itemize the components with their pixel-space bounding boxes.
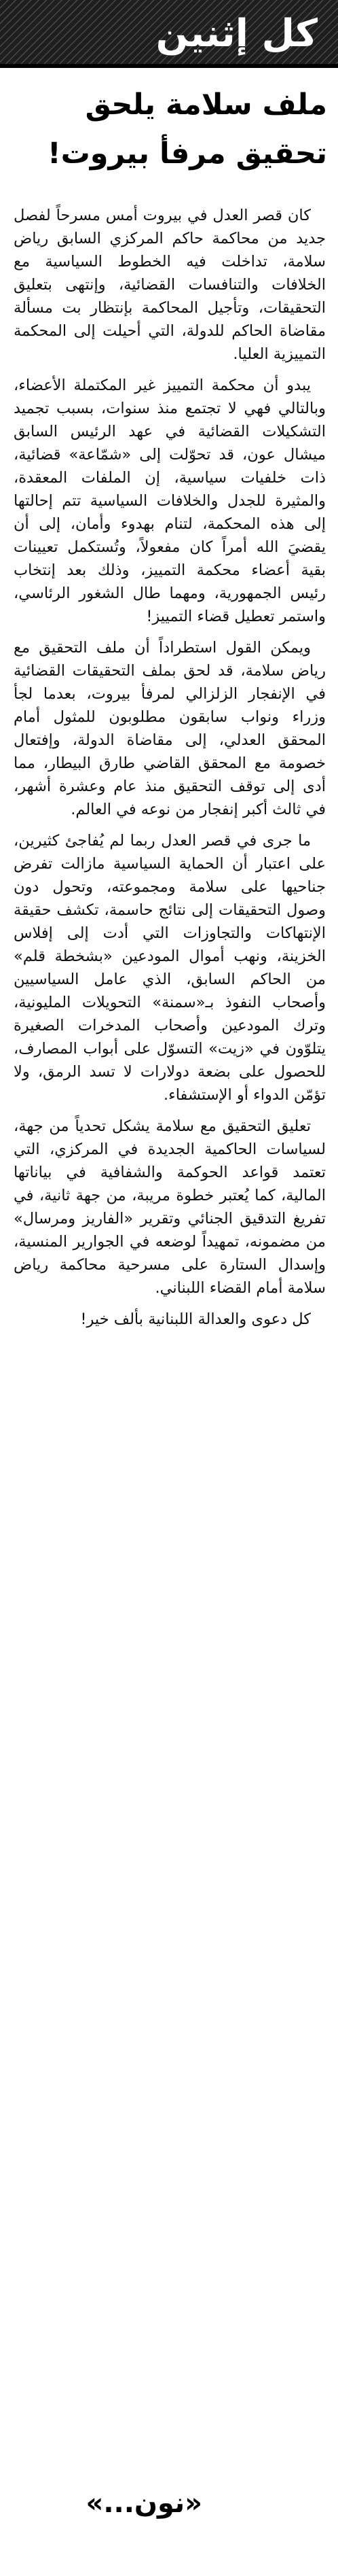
- headline-line-2: تحقيق مرفأ بيروت!: [47, 137, 327, 171]
- article-headline: [11, 80, 327, 178]
- headline-line-1: ملف سلامة يلحق: [85, 88, 327, 122]
- article-paragraph: ما جرى في قصر العدل ربما لم يُفاجئ كثيرين، على اعتبار أن الحماية السياسية مازالت تفرض جناحيها على سلامة ومجموعته، وتحول دون وصول التحقيقات إلى نتائج حاسمة، تكشف حقيقة الإنتهاكات والتجاوزات التي أدت إلى إفلاس الخزينة، ونهب أموال المودعين «بشخطة قلم» من الحاكم السابق، الذي عامل السياسيين وأصحاب النفوذ بـ«سمنة» التحويلات المليونية، وترك المودعين وأصحاب المدخرات الصغيرة يتلوّون في «زيت» التسوّل على أبواب المصارف، للحصول على بضعة دولارات لا تسد الرمق، ولا تؤمّن الدواء أو الإستشفاء.: [14, 832, 326, 1104]
- article-paragraph: كان قصر العدل في بيروت أمس مسرحاً لفصل جديد من محاكمة حاكم المركزي السابق رياض سلامة، تداخلت فيه الخطوط السياسية مع الخلافات والتنافسات القضائية، وإنتهى بتعليق التحقيقات، وتأجيل المحاكمة بإنتظار بت مسألة مقاضاة الحاكم للدولة، التي أحيلت إلى المحكمة التمييزية العليا.: [14, 207, 326, 363]
- article-paragraph: يبدو أن محكمة التمييز غير المكتملة الأعضاء، وبالتالي فهي لا تجتمع منذ سنوات، بسبب تجميد التشكيلات القضائية في عهد الرئيس السابق ميشال عون، قد تحوّلت إلى «شمّاعة» قضائية، ذات خلفيات سياسية، إن الملفات المعقدة، والمثيرة للجدل والخلافات السياسية تتم إحالتها إلى هذه المحكمة، لتنام بهدوء وأمان، إلى أن يقضيَ الله أمراً كان مفعولاً، وتُستكمل تعيينات بقية أعضاء محكمة التمييز، وذلك بعد إنتخاب رئيس الجمهورية، ومهما طال الشغور الرئاسي، واستمر تعطيل قضاء التمييز!: [14, 377, 326, 625]
- article-paragraph: ويمكن القول استطراداً أن ملف التحقيق مع رياض سلامة، قد لحق بملف التحقيقات القضائية في الإنفجار الزلزالي لمرفأ بيروت، بعدما لجأ وزراء ونواب سابقون مطلوبون للمثول أمام المحقق العدلي، إلى مقاضاة الدولة، وإفتعال خصومة مع المحقق القاضي طارق البيطار، مما أدى إلى توقف التحقيق منذ عام وعشرة أشهر، في ثالث أكبر إنفجار من نوعه في العالم.: [14, 639, 326, 818]
- author-signature: «نون...»: [86, 2488, 202, 2519]
- article-body: [14, 204, 326, 2447]
- article-paragraph: كل دعوى والعدالة اللبنانية بألف خير!: [80, 1310, 311, 1328]
- column-banner: [0, 0, 338, 68]
- column-title: كل إثنين: [155, 12, 318, 56]
- article-paragraph: تعليق التحقيق مع سلامة يشكل تحدياً من جهة، لسياسات الحاكمية الجديدة في المركزي، التي تعتمد قواعد الحوكمة والشفافية في بياناتها المالية، كما يُعتبر خطوة مريبة، من جهة ثانية، في تفريغ التدقيق الجنائي وتقرير «الفاريز ومرسال» من مضمونه، تمهيداً لوضعه في الجوارير المنسية، وإسدال الستارة على مسرحية محاكمة رياض سلامة أمام القضاء اللبناني.: [14, 1117, 326, 1297]
